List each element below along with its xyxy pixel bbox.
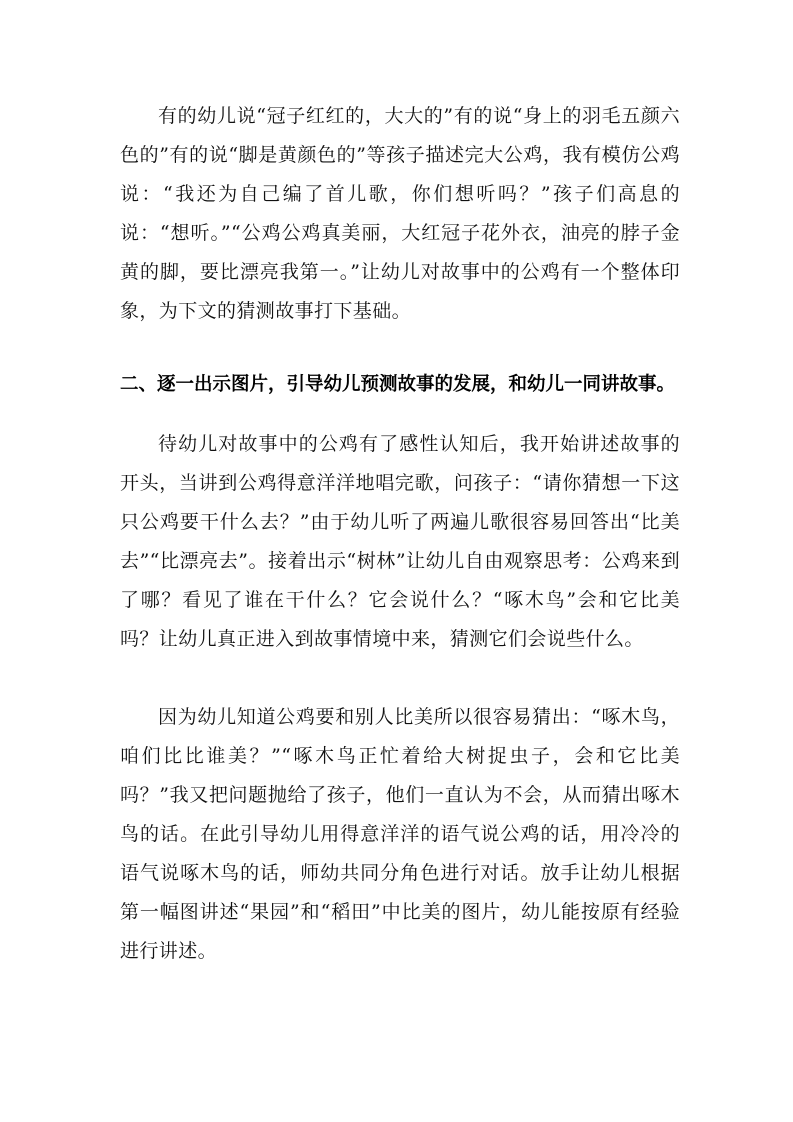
paragraph-woodpecker-dialogue: 因为幼儿知道公鸡要和别人比美所以很容易猜出：“啄木鸟，咱们比比谁美？”“啄木鸟正忙着给大树捉虫子，会和它比美吗？”我又把问题抛给了孩子，他们一直认为不会，从而猜出啄木鸟的话。在此引导幼儿用得意洋洋的语气说公鸡的话，用冷冷的语气说啄木鸟的话，师幼共同分角色进行对话。放手让幼儿根据第一幅图讲述“果园”和“稻田”中比美的图片，幼儿能按原有经验进行讲述。 bbox=[120, 706, 680, 962]
paragraph-rooster-description: 有的幼儿说“冠子红红的，大大的”有的说“身上的羽毛五颜六色的”有的说“脚是黄颜色的”等孩子描述完大公鸡，我有模仿公鸡说：“我还为自己编了首儿歌，你们想听吗？”孩子们高息的说：“想听。”“公鸡公鸡真美丽，大红冠子花外衣，油亮的脖子金黄的脚，要比漂亮我第一。”让幼儿对故事中的公鸡有一个整体印象，为下文的猜测故事打下基础。 bbox=[120, 105, 680, 322]
section-heading: 二、逐一出示图片，引导幼儿预测故事的发展，和幼儿一同讲故事。 bbox=[120, 374, 676, 395]
paragraph-story-opening: 待幼儿对故事中的公鸡有了感性认知后，我开始讲述故事的开头，当讲到公鸡得意洋洋地唱完歌，问孩子：“请你猜想一下这只公鸡要干什么去？”由于幼儿听了两遍儿歌很容易回答出“比美去”“比漂亮去”。接着出示“树林”让幼儿自由观察思考：公鸡来到了哪？看见了谁在干什么？它会说什么？“啄木鸟”会和它比美吗？让幼儿真正进入到故事情境中来，猜测它们会说些什么。 bbox=[120, 433, 680, 650]
